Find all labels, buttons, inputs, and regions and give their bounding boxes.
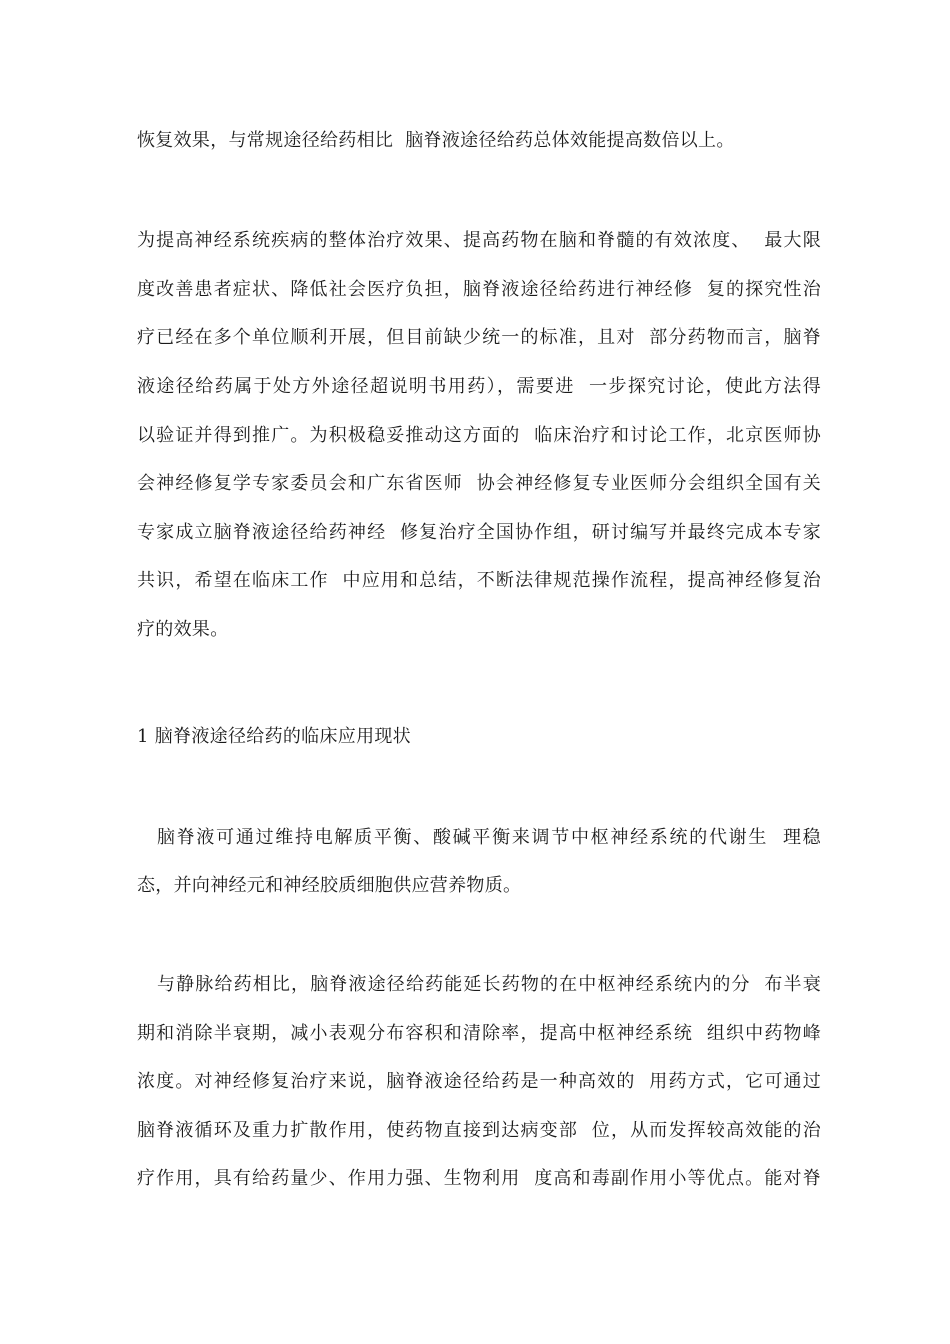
section-heading: 1 脑脊液途径给药的临床应用现状 xyxy=(137,726,411,747)
paragraph-line: 脑脊液循环及重力扩散作用，使药物直接到达病变部 位，从而发挥较高效能的治 xyxy=(137,1120,821,1141)
paragraph-line: 会神经修复学专家委员会和广东省医师 协会神经修复专业医师分会组织全国有关 xyxy=(137,473,821,494)
paragraph-line: 以验证并得到推广。为积极稳妥推动这方面的 临床治疗和讨论工作，北京医师协 xyxy=(137,425,821,446)
paragraph-line: 疗已经在多个单位顺利开展，但目前缺少统一的标准，且对 部分药物而言，脑脊 xyxy=(137,327,821,348)
paragraph-line: 专家成立脑脊液途径给药神经 修复治疗全国协作组，研讨编写并最终完成本专家 xyxy=(137,522,821,543)
paragraph-line: 与静脉给药相比，脑脊液途径给药能延长药物的在中枢神经系统内的分 布半衰 xyxy=(157,974,821,995)
paragraph-line: 态，并向神经元和神经胶质细胞供应营养物质。 xyxy=(137,875,522,896)
paragraph-line: 疗作用，具有给药量少、作用力强、生物利用 度高和毒副作用小等优点。能对脊 xyxy=(137,1168,821,1189)
paragraph-line: 疗的效果。 xyxy=(137,619,229,640)
paragraph-line: 期和消除半衰期，减小表观分布容积和清除率，提高中枢神经系统 组织中药物峰 xyxy=(137,1023,821,1044)
paragraph-line: 度改善患者症状、降低社会医疗负担，脑脊液途径给药进行神经修 复的探究性治 xyxy=(137,279,821,300)
paragraph-line: 共识，希望在临床工作 中应用和总结，不断法律规范操作流程，提高神经修复治 xyxy=(137,570,821,591)
paragraph-line: 浓度。对神经修复治疗来说，脑脊液途径给药是一种高效的 用药方式，它可通过 xyxy=(137,1071,821,1092)
paragraph-line: 为提高神经系统疾病的整体治疗效果、提高药物在脑和脊髓的有效浓度、 最大限 xyxy=(137,230,821,251)
paragraph-line: 液途径给药属于处方外途径超说明书用药），需要进 一步探究讨论，使此方法得 xyxy=(137,376,821,397)
paragraph-line: 脑脊液可通过维持电解质平衡、酸碱平衡来调节中枢神经系统的代谢生 理稳 xyxy=(157,827,821,848)
paragraph-line: 恢复效果，与常规途径给药相比 脑脊液途径给药总体效能提高数倍以上。 xyxy=(137,130,735,151)
